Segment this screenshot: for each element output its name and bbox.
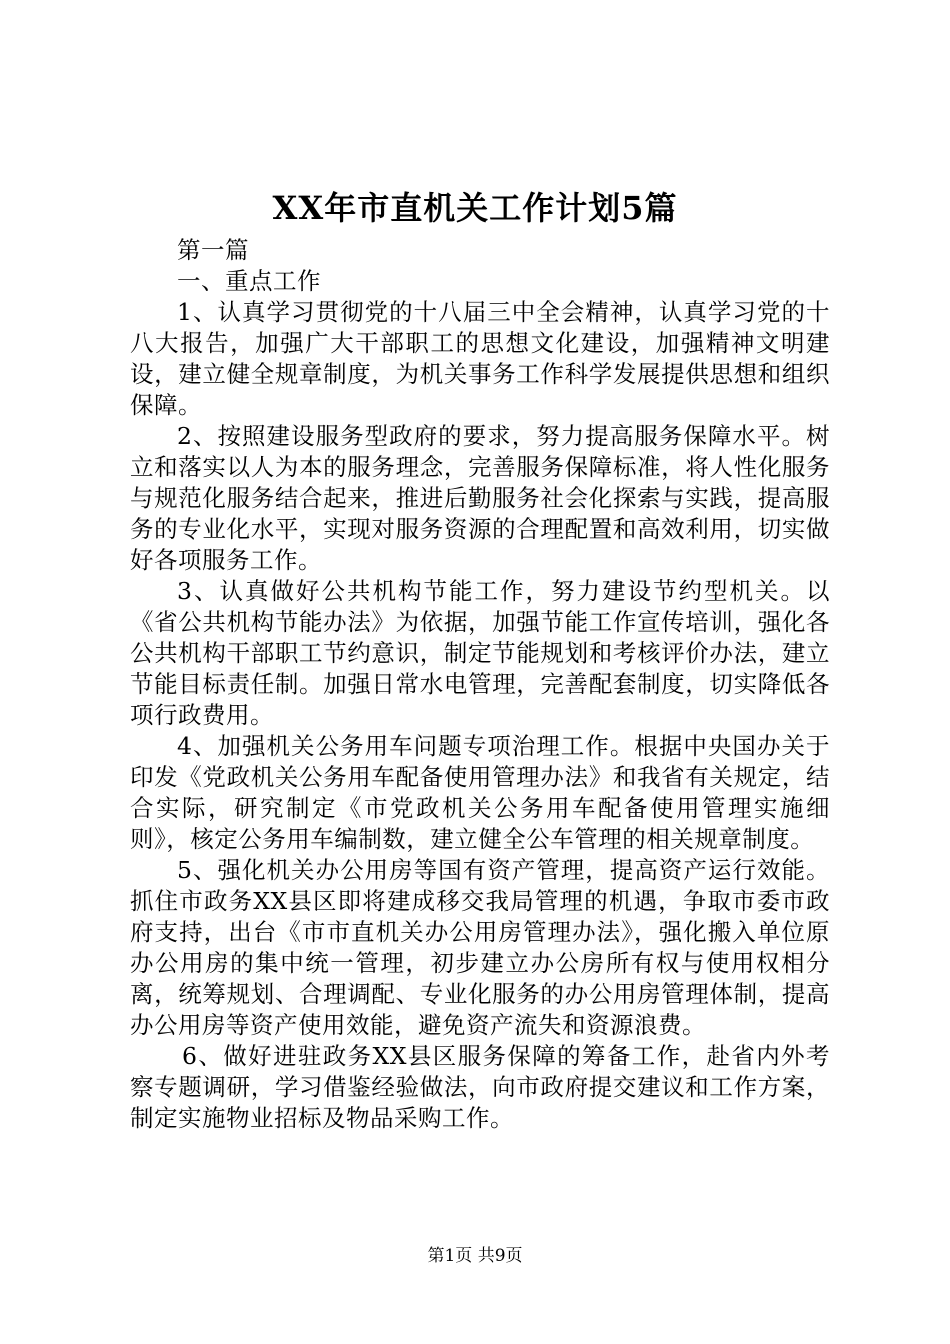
paragraph-5: 5、强化机关办公用房等国有资产管理，提高资产运行效能。抓住市政务XX县区即将建成移交我局管理的机遇，争取市委市政府支持，出台《市市直机关办公用房管理办法》，强化搬入单位原办公用房的集中统一管理，初步建立办公房所有权与使用权相分离，统筹规划、合理调配、专业化服务的办公用房管理体制，提高办公用房等资产使用效能，避免资产流失和资源浪费。 (130, 856, 830, 1039)
paragraph-2: 2、按照建设服务型政府的要求，努力提高服务保障水平。树立和落实以人为本的服务理念，完善服务保障标准，将人性化服务与规范化服务结合起来，推进后勤服务社会化探索与实践，提高服务的专业化水平，实现对服务资源的合理配置和高效利用，切实做好各项服务工作。 (130, 422, 830, 574)
paragraph-6: 6、做好进驻政务XX县区服务保障的筹备工作，赴省内外考察专题调研，学习借鉴经验做法，向市政府提交建议和工作方案，制定实施物业招标及物品采购工作。 (130, 1042, 830, 1132)
document-title: XX年市直机关工作计划5篇 (272, 189, 678, 227)
subheading: 一、重点工作 (177, 267, 321, 295)
paragraph-1: 1、认真学习贯彻党的十八届三中全会精神，认真学习党的十八大报告，加强广大干部职工的思想文化建设，加强精神文明建设，建立健全规章制度，为机关事务工作科学发展提供思想和组织保障。 (130, 298, 830, 419)
document-body (130, 235, 830, 1134)
section-heading: 第一篇 (177, 236, 249, 264)
paragraph-3: 3、认真做好公共机构节能工作，努力建设节约型机关。以《省公共机构节能办法》为依据，加强节能工作宣传培训，强化各公共机构干部职工节约意识，制定节能规划和考核评价办法，建立节能目标责任制。加强日常水电管理，完善配套制度，切实降低各项行政费用。 (130, 577, 830, 729)
page-number-footer: 第1页 共9页 (427, 1246, 523, 1266)
paragraph-4: 4、加强机关公务用车问题专项治理工作。根据中央国办关于印发《党政机关公务用车配备使用管理办法》和我省有关规定，结合实际，研究制定《市党政机关公务用车配备使用管理实施细则》，核定公务用车编制数，建立健全公车管理的相关规章制度。 (130, 732, 830, 853)
